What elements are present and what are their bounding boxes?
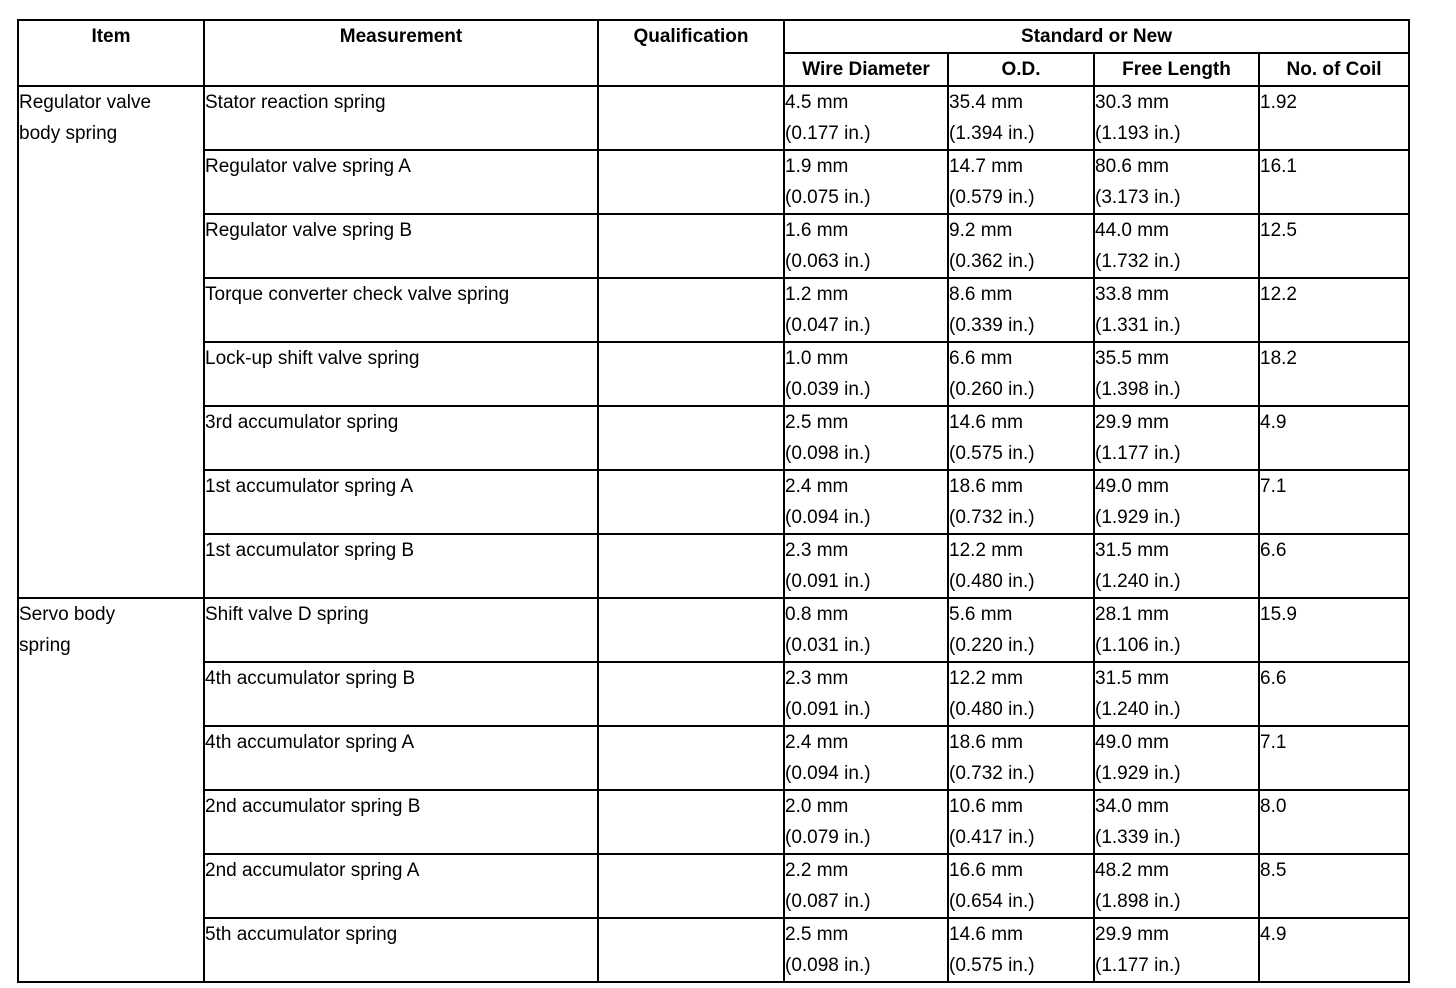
free-length-in: (1.732 in.) [1095,251,1181,272]
header-wire-diameter: Wire Diameter [784,53,948,86]
header-od: O.D. [948,53,1094,86]
item-line1: Servo body [19,604,116,625]
od-mm: 5.6 mm [949,604,1013,625]
wire-diameter-in: (0.031 in.) [785,635,871,656]
od-in: (0.732 in.) [949,763,1035,784]
no-of-coil-cell [1259,598,1409,662]
od-mm: 35.4 mm [949,92,1023,113]
qualification-cell [598,150,784,214]
free-length-cell [1094,86,1259,150]
no-of-coil-value: 18.2 [1260,348,1297,369]
wire-diameter-cell [784,278,948,342]
free-length-cell [1094,790,1259,854]
od-in: (0.362 in.) [949,251,1035,272]
od-cell [948,662,1094,726]
measurement-cell [204,790,598,854]
measurement-label: Lock-up shift valve spring [205,348,420,369]
measurement-label: 3rd accumulator spring [205,412,399,433]
table-row [18,790,1409,854]
free-length-mm: 29.9 mm [1095,412,1169,433]
od-in: (0.575 in.) [949,443,1035,464]
table-row [18,406,1409,470]
table-row [18,854,1409,918]
no-of-coil-value: 15.9 [1260,604,1297,625]
free-length-mm: 31.5 mm [1095,668,1169,689]
free-length-cell [1094,150,1259,214]
measurement-cell [204,86,598,150]
od-cell [948,470,1094,534]
free-length-mm: 44.0 mm [1095,220,1169,241]
qualification-cell [598,470,784,534]
table-row [18,86,1409,150]
header-qualification: Qualification [598,20,784,86]
free-length-mm: 49.0 mm [1095,732,1169,753]
wire-diameter-cell [784,86,948,150]
measurement-label: 1st accumulator spring A [205,476,414,497]
wire-diameter-in: (0.075 in.) [785,187,871,208]
spring-spec-table [17,19,1410,983]
wire-diameter-cell [784,214,948,278]
wire-diameter-in: (0.177 in.) [785,123,871,144]
table-row [18,278,1409,342]
free-length-in: (1.929 in.) [1095,763,1181,784]
table-row [18,342,1409,406]
wire-diameter-mm: 2.4 mm [785,732,849,753]
header-standard-or-new: Standard or New [784,20,1409,53]
qualification-cell [598,406,784,470]
wire-diameter-in: (0.094 in.) [785,507,871,528]
free-length-cell [1094,470,1259,534]
wire-diameter-cell [784,342,948,406]
wire-diameter-in: (0.039 in.) [785,379,871,400]
free-length-mm: 33.8 mm [1095,284,1169,305]
table-body [18,86,1409,982]
od-in: (1.394 in.) [949,123,1035,144]
header-item: Item [18,20,204,86]
item-line2: body spring [19,123,118,144]
item-line1: Regulator valve [19,92,152,113]
table-row [18,534,1409,598]
free-length-cell [1094,342,1259,406]
measurement-label: 2nd accumulator spring A [205,860,420,881]
measurement-cell [204,854,598,918]
od-cell [948,790,1094,854]
header-free-length: Free Length [1094,53,1259,86]
no-of-coil-cell [1259,662,1409,726]
wire-diameter-in: (0.079 in.) [785,827,871,848]
od-mm: 9.2 mm [949,220,1013,241]
free-length-mm: 29.9 mm [1095,924,1169,945]
measurement-label: 1st accumulator spring B [205,540,415,561]
table-row [18,598,1409,662]
free-length-in: (1.106 in.) [1095,635,1181,656]
free-length-in: (1.331 in.) [1095,315,1181,336]
od-cell [948,86,1094,150]
od-mm: 12.2 mm [949,668,1023,689]
free-length-mm: 49.0 mm [1095,476,1169,497]
table-row [18,726,1409,790]
qualification-cell [598,86,784,150]
no-of-coil-value: 16.1 [1260,156,1297,177]
od-mm: 10.6 mm [949,796,1023,817]
od-mm: 14.6 mm [949,924,1023,945]
free-length-in: (1.240 in.) [1095,571,1181,592]
measurement-label: 4th accumulator spring A [205,732,415,753]
item-line2: spring [19,635,71,656]
measurement-label: 2nd accumulator spring B [205,796,421,817]
no-of-coil-cell [1259,918,1409,982]
wire-diameter-mm: 4.5 mm [785,92,849,113]
free-length-cell [1094,662,1259,726]
od-cell [948,342,1094,406]
od-in: (0.417 in.) [949,827,1035,848]
wire-diameter-cell [784,854,948,918]
no-of-coil-cell [1259,150,1409,214]
od-in: (0.575 in.) [949,955,1035,976]
free-length-cell [1094,726,1259,790]
od-cell [948,918,1094,982]
no-of-coil-value: 6.6 [1260,668,1287,689]
wire-diameter-mm: 1.0 mm [785,348,849,369]
no-of-coil-value: 6.6 [1260,540,1287,561]
no-of-coil-value: 12.5 [1260,220,1297,241]
wire-diameter-mm: 1.2 mm [785,284,849,305]
od-cell [948,278,1094,342]
measurement-cell [204,406,598,470]
no-of-coil-value: 8.0 [1260,796,1287,817]
free-length-in: (1.339 in.) [1095,827,1181,848]
measurement-cell [204,214,598,278]
measurement-label: Torque converter check valve spring [205,284,510,305]
wire-diameter-in: (0.087 in.) [785,891,871,912]
free-length-in: (1.240 in.) [1095,699,1181,720]
free-length-in: (1.929 in.) [1095,507,1181,528]
od-mm: 18.6 mm [949,476,1023,497]
wire-diameter-in: (0.094 in.) [785,763,871,784]
qualification-cell [598,854,784,918]
measurement-label: Shift valve D spring [205,604,369,625]
free-length-cell [1094,918,1259,982]
od-mm: 16.6 mm [949,860,1023,881]
qualification-cell [598,278,784,342]
item-group-cell [18,598,204,982]
wire-diameter-mm: 2.3 mm [785,668,849,689]
od-mm: 6.6 mm [949,348,1013,369]
qualification-cell [598,598,784,662]
measurement-label: 4th accumulator spring B [205,668,416,689]
no-of-coil-cell [1259,790,1409,854]
qualification-cell [598,214,784,278]
wire-diameter-in: (0.047 in.) [785,315,871,336]
od-in: (0.654 in.) [949,891,1035,912]
table-row [18,662,1409,726]
wire-diameter-in: (0.063 in.) [785,251,871,272]
measurement-cell [204,662,598,726]
measurement-cell [204,278,598,342]
od-cell [948,598,1094,662]
wire-diameter-cell [784,726,948,790]
od-cell [948,854,1094,918]
measurement-label: Regulator valve spring B [205,220,412,241]
free-length-mm: 28.1 mm [1095,604,1169,625]
od-mm: 14.7 mm [949,156,1023,177]
free-length-cell [1094,278,1259,342]
wire-diameter-mm: 2.2 mm [785,860,849,881]
no-of-coil-value: 8.5 [1260,860,1287,881]
measurement-cell [204,534,598,598]
no-of-coil-value: 1.92 [1260,92,1297,113]
header-measurement: Measurement [204,20,598,86]
qualification-cell [598,534,784,598]
free-length-mm: 30.3 mm [1095,92,1169,113]
od-in: (0.480 in.) [949,699,1035,720]
wire-diameter-mm: 1.9 mm [785,156,849,177]
free-length-mm: 35.5 mm [1095,348,1169,369]
od-mm: 8.6 mm [949,284,1013,305]
wire-diameter-mm: 1.6 mm [785,220,849,241]
wire-diameter-in: (0.098 in.) [785,955,871,976]
measurement-label: 5th accumulator spring [205,924,398,945]
wire-diameter-cell [784,918,948,982]
header-no-of-coil: No. of Coil [1259,53,1409,86]
free-length-mm: 80.6 mm [1095,156,1169,177]
free-length-mm: 48.2 mm [1095,860,1169,881]
wire-diameter-mm: 2.5 mm [785,924,849,945]
no-of-coil-cell [1259,726,1409,790]
no-of-coil-cell [1259,342,1409,406]
no-of-coil-value: 4.9 [1260,412,1287,433]
wire-diameter-cell [784,470,948,534]
no-of-coil-value: 7.1 [1260,476,1287,497]
wire-diameter-in: (0.091 in.) [785,571,871,592]
od-mm: 18.6 mm [949,732,1023,753]
wire-diameter-cell [784,406,948,470]
free-length-in: (1.193 in.) [1095,123,1181,144]
od-cell [948,406,1094,470]
wire-diameter-mm: 2.3 mm [785,540,849,561]
no-of-coil-value: 12.2 [1260,284,1297,305]
wire-diameter-cell [784,534,948,598]
wire-diameter-cell [784,662,948,726]
no-of-coil-cell [1259,854,1409,918]
wire-diameter-mm: 2.5 mm [785,412,849,433]
qualification-cell [598,662,784,726]
free-length-mm: 34.0 mm [1095,796,1169,817]
wire-diameter-cell [784,150,948,214]
free-length-in: (1.177 in.) [1095,443,1181,464]
free-length-in: (1.177 in.) [1095,955,1181,976]
od-in: (0.480 in.) [949,571,1035,592]
wire-diameter-cell [784,598,948,662]
free-length-cell [1094,854,1259,918]
no-of-coil-cell [1259,86,1409,150]
measurement-cell [204,150,598,214]
free-length-mm: 31.5 mm [1095,540,1169,561]
od-mm: 12.2 mm [949,540,1023,561]
no-of-coil-cell [1259,406,1409,470]
measurement-cell [204,598,598,662]
free-length-cell [1094,406,1259,470]
no-of-coil-cell [1259,534,1409,598]
wire-diameter-cell [784,790,948,854]
od-mm: 14.6 mm [949,412,1023,433]
measurement-cell [204,918,598,982]
od-in: (0.339 in.) [949,315,1035,336]
od-in: (0.579 in.) [949,187,1035,208]
od-cell [948,150,1094,214]
no-of-coil-cell [1259,278,1409,342]
measurement-label: Stator reaction spring [205,92,386,113]
od-in: (0.220 in.) [949,635,1035,656]
od-in: (0.732 in.) [949,507,1035,528]
measurement-cell [204,342,598,406]
no-of-coil-cell [1259,470,1409,534]
free-length-in: (3.173 in.) [1095,187,1181,208]
wire-diameter-in: (0.091 in.) [785,699,871,720]
measurement-cell [204,726,598,790]
free-length-cell [1094,214,1259,278]
free-length-in: (1.898 in.) [1095,891,1181,912]
qualification-cell [598,726,784,790]
table-row [18,918,1409,982]
wire-diameter-mm: 2.4 mm [785,476,849,497]
od-cell [948,534,1094,598]
qualification-cell [598,342,784,406]
wire-diameter-mm: 0.8 mm [785,604,849,625]
no-of-coil-value: 4.9 [1260,924,1287,945]
no-of-coil-value: 7.1 [1260,732,1287,753]
no-of-coil-cell [1259,214,1409,278]
qualification-cell [598,918,784,982]
table-row [18,470,1409,534]
od-cell [948,214,1094,278]
wire-diameter-in: (0.098 in.) [785,443,871,464]
item-group-cell [18,86,204,598]
wire-diameter-mm: 2.0 mm [785,796,849,817]
free-length-cell [1094,598,1259,662]
measurement-label: Regulator valve spring A [205,156,411,177]
table-row [18,150,1409,214]
free-length-cell [1094,534,1259,598]
qualification-cell [598,790,784,854]
measurement-cell [204,470,598,534]
free-length-in: (1.398 in.) [1095,379,1181,400]
od-in: (0.260 in.) [949,379,1035,400]
od-cell [948,726,1094,790]
table-row [18,214,1409,278]
